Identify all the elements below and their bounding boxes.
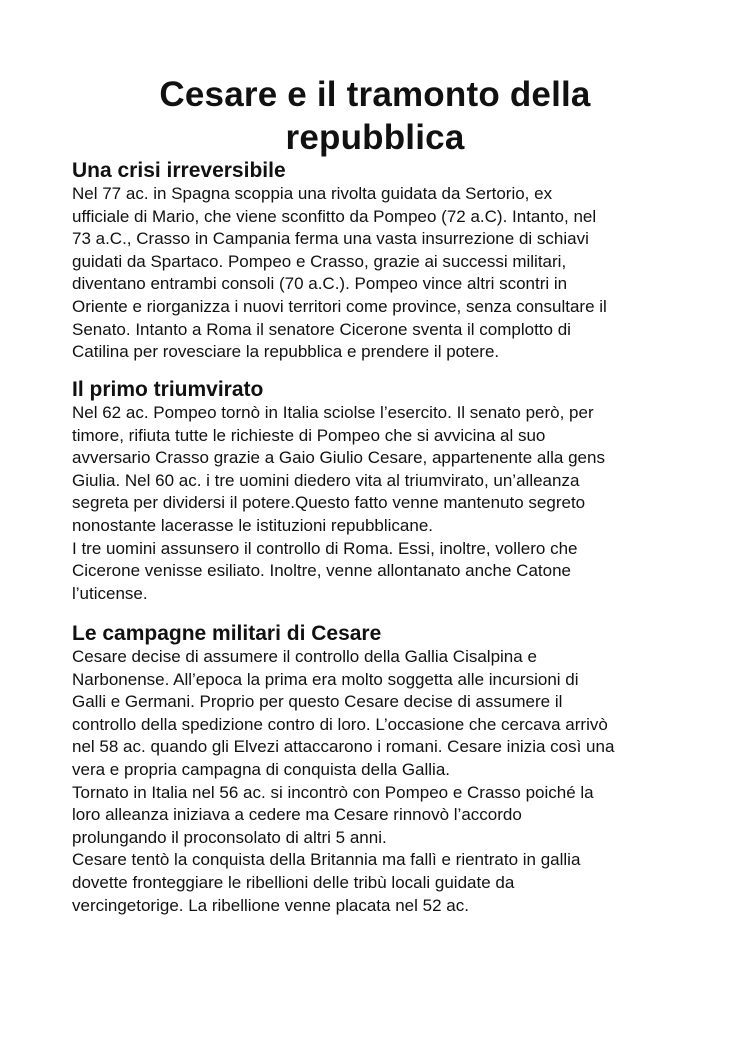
body-line: dovette fronteggiare le ribellioni delle tribù locali guidate da [72,872,515,892]
body-line: Cesare tentò la conquista della Britannia ma fallì e rientrato in gallia [72,850,581,870]
body-line: Cesare decise di assumere il controllo della Gallia Cisalpina e [72,647,537,666]
body-line: Senato. Intanto a Roma il senatore Cicerone sventa il complotto di [72,319,571,339]
section-heading: Il primo triumvirato [72,378,264,401]
section-campagne [72,622,692,917]
body-line: Nel 62 ac. Pompeo tornò in Italia sciolse l’esercito. Il senato però, per [72,403,594,422]
body-line: controllo della spedizione contro di loro. L’occasione che cercava arrivò [72,714,608,734]
page-title [72,73,678,159]
body-line: Cicerone venisse esiliato. Inoltre, venne allontanato anche Catone [72,561,571,581]
section-body [72,646,692,917]
section-triumvirato [72,378,692,605]
body-line: Galli e Germani. Proprio per questo Cesare decise di assumere il [72,692,563,712]
body-line: diventano entrambi consoli (70 a.C.). Pompeo vince altri scontri in [72,274,568,294]
body-line: Tornato in Italia nel 56 ac. si incontrò con Pompeo e Crasso poiché la [72,782,594,802]
body-line: I tre uomini assunsero il controllo di Roma. Essi, inoltre, vollero che [72,538,578,558]
section-heading: Una crisi irreversibile [72,159,286,182]
body-line: vera e propria campagna di conquista della Gallia. [72,759,451,779]
body-line: Oriente e riorganizza i nuovi territori come province, senza consultare il [72,296,607,316]
body-line: Narbonense. All’epoca la prima era molto soggetta alle incursioni di [72,669,579,689]
body-line: ufficiale di Mario, che viene sconfitto da Pompeo (72 a.C). Intanto, nel [72,206,597,226]
body-line: timore, rifiuta tutte le richieste di Pompeo che si avvicina al suo [72,425,546,445]
body-line: segreta per dividersi il potere.Questo fatto venne mantenuto segreto [72,493,586,513]
body-line: 73 a.C., Crasso in Campania ferma una vasta insurrezione di schiavi [72,229,589,249]
title-line: Cesare e il tramonto della [159,75,591,114]
section-body [72,402,692,605]
body-line: nel 58 ac. quando gli Elvezi attaccarono i romani. Cesare inizia così una [72,737,615,757]
body-line: Catilina per rovesciare la repubblica e prendere il potere. [72,342,500,362]
section-crisi [72,159,692,364]
body-line: l’uticense. [72,583,148,603]
body-line: prolungando il proconsolato di altri 5 anni. [72,827,387,847]
body-line: Giulia. Nel 60 ac. i tre uomini diedero vita al triumvirato, un’alleanza [72,470,580,490]
body-line: nonostante lacerasse le istituzioni repubblicane. [72,515,434,535]
body-line: Nel 77 ac. in Spagna scoppia una rivolta guidata da Sertorio, ex [72,184,553,203]
body-line: vercingetorige. La ribellione venne placata nel 52 ac. [72,895,469,915]
body-line: guidati da Spartaco. Pompeo e Crasso, grazie ai successi militari, [72,251,567,271]
section-heading: Le campagne militari di Cesare [72,622,382,645]
body-line: loro alleanza iniziava a cedere ma Cesare rinnovò l’accordo [72,805,522,825]
title-line: repubblica [285,118,465,157]
body-line: avversario Crasso grazie a Gaio Giulio Cesare, appartenente alla gens [72,448,605,468]
section-body [72,183,692,364]
